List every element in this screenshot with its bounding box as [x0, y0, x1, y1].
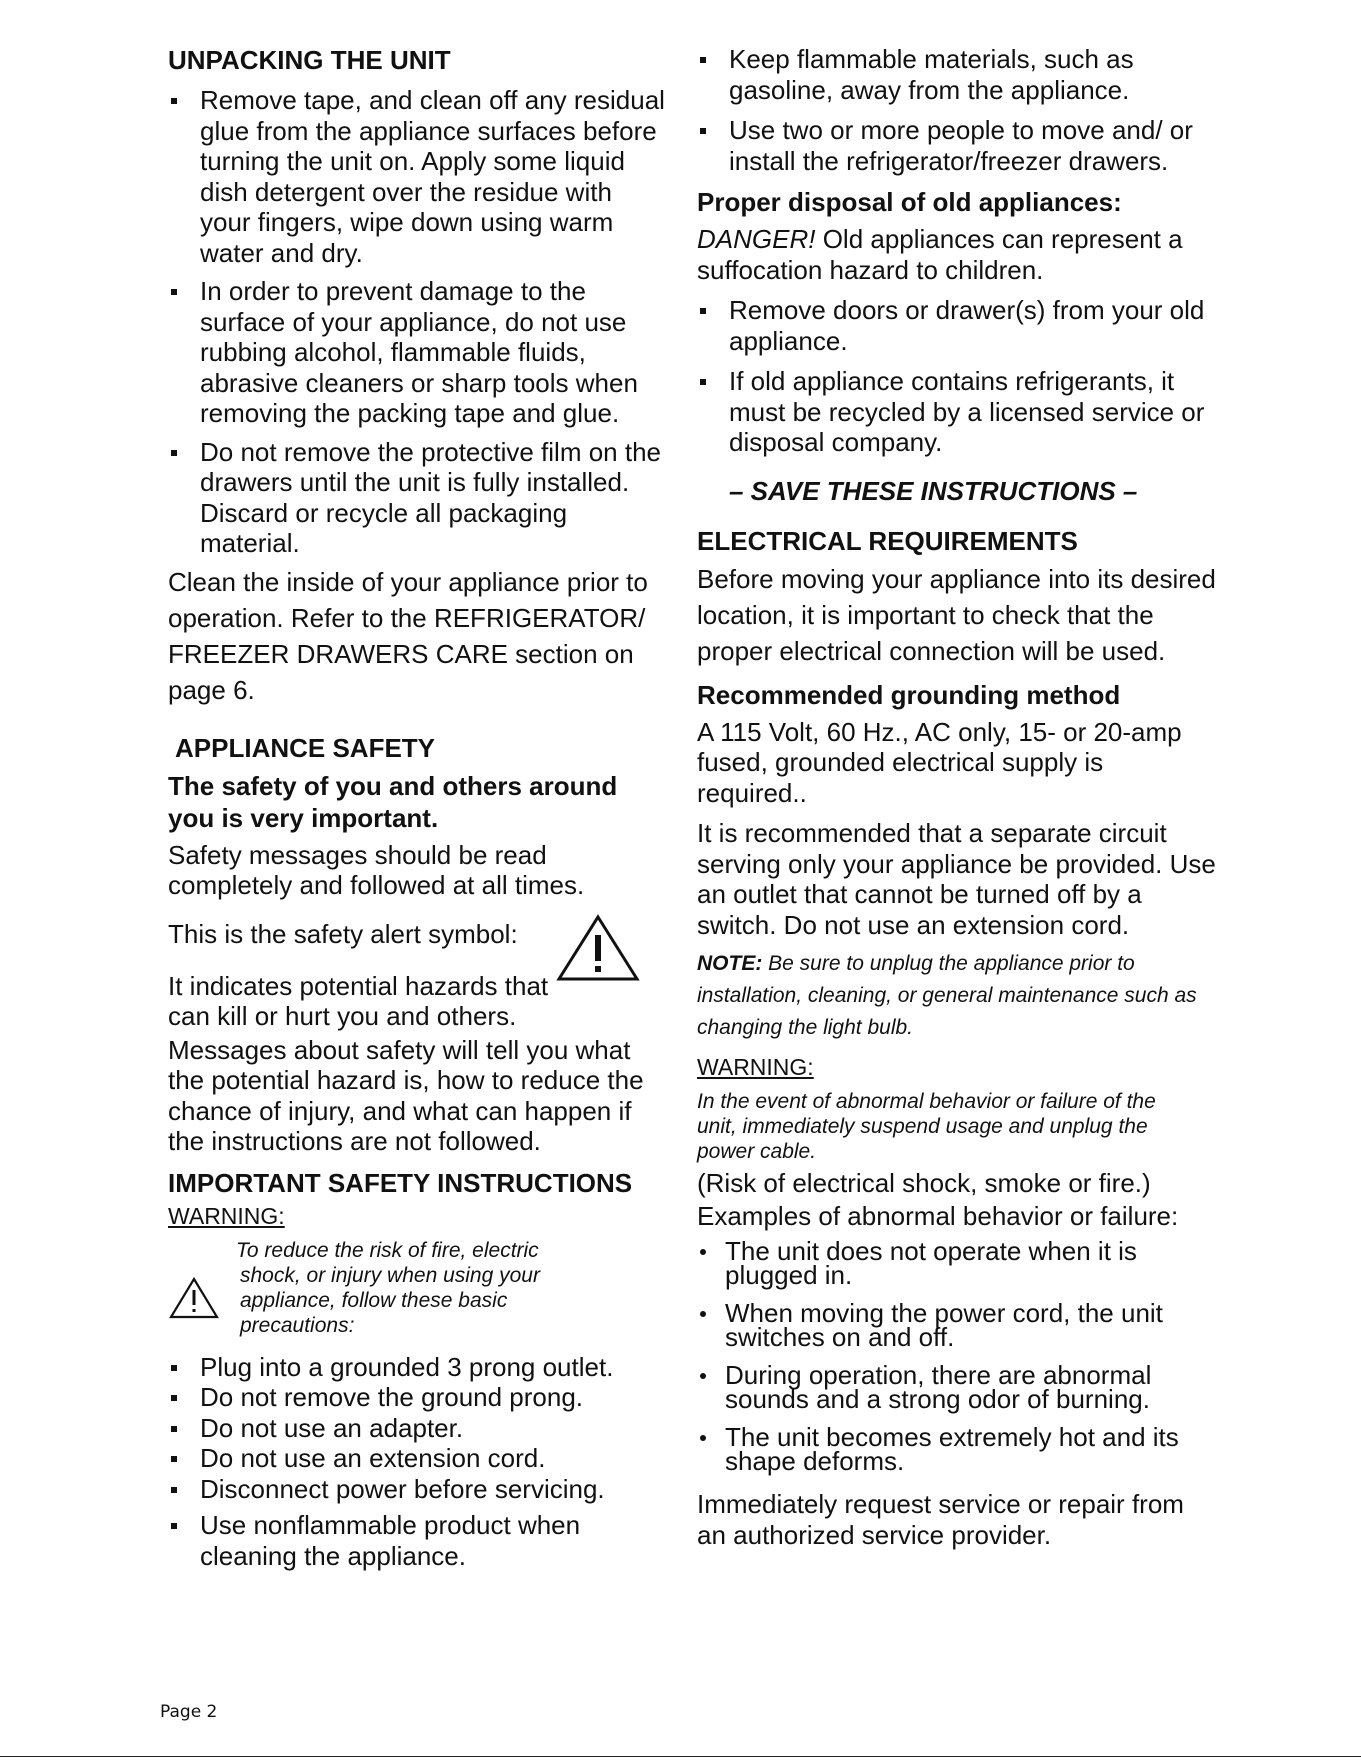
grounding-title: Recommended grounding method [697, 679, 1121, 710]
appliance-safety-title: APPLIANCE SAFETY [175, 732, 436, 763]
list-item: Use nonflammable product when cleaning the appliance. [168, 1510, 600, 1571]
final-paragraph: Immediately request service or repair from an authorized service provider. [697, 1489, 1184, 1550]
list-item: The unit does not operate when it is plugged in. [697, 1239, 1155, 1287]
bottom-rule [0, 1756, 1361, 1757]
list-item: When moving the power cord, the unit switches on and off. [697, 1301, 1185, 1349]
list-item: If old appliance contains refrigerants, it must be recycled by a licensed service or disposal company. [697, 366, 1217, 458]
unpacking-title: UNPACKING THE UNIT [168, 45, 451, 75]
list-item: During operation, there are abnormal sounds and a strong odor of burning. [697, 1363, 1185, 1411]
list-item: The unit becomes extremely hot and its shape deforms. [697, 1425, 1195, 1473]
safety-messages-paragraph: Safety messages should be read completely and followed at all times. [168, 839, 585, 900]
note-text: Be sure to unplug the appliance prior to installation, cleaning, or general maintenance such as changing the light bulb. [697, 952, 1197, 1039]
page-number: Page 2 [160, 1702, 218, 1722]
danger-text: Old appliances can represent a suffocation hazard to children. [697, 224, 1183, 285]
circuit-paragraph: It is recommended that a separate circuit serving only your appliance be provided. Use an outlet that cannot be turned off by a switch. Do not use an extension cord. [697, 818, 1216, 940]
note-label: NOTE: [697, 952, 763, 975]
important-safety-title: IMPORTANT SAFETY INSTRUCTIONS [168, 1167, 633, 1198]
danger-paragraph [697, 224, 1217, 285]
right-column [697, 44, 1217, 1550]
precautions-list [168, 1352, 668, 1572]
grounding-paragraph: A 115 Volt, 60 Hz., AC only, 15- or 20-amp fused, grounded electrical supply is required.. [697, 716, 1182, 808]
list-item: Plug into a grounded 3 prong outlet. [168, 1352, 668, 1383]
disposal-title: Proper disposal of old appliances: [697, 187, 1122, 217]
symbol-line: This is the safety alert symbol: [168, 918, 518, 949]
electrical-paragraph: Before moving your appliance into its desired location, it is important to check that the proper electrical connection will be used. [697, 563, 1216, 666]
list-item: Do not use an extension cord. [168, 1443, 668, 1474]
save-instructions-line: – SAVE THESE INSTRUCTIONS – [729, 475, 1138, 506]
safety-symbol-block [168, 913, 668, 1031]
left-column [168, 44, 668, 1571]
warning-text: To reduce the risk of fire, electric shock, or injury when using your appliance, follow these basic precautions: [236, 1238, 540, 1337]
danger-label: DANGER! [697, 224, 816, 254]
list-item: Do not remove the ground prong. [168, 1382, 668, 1413]
list-item: Remove doors or drawer(s) from your old appliance. [697, 295, 1217, 356]
list-item: Do not use an adapter. [168, 1413, 668, 1444]
safety-subtitle: The safety of you and others around you is very important. [168, 770, 618, 833]
warning-label: WARNING: [168, 1202, 285, 1229]
warning-label-right: WARNING: [697, 1054, 814, 1080]
list-item: Remove tape, and clean off any residual glue from the appliance surfaces before turning the unit on. Apply some liquid dish detergent over the residue with your fingers, wipe down using warm water and dry. [168, 85, 668, 268]
warning-triangle-small-icon [168, 1276, 220, 1320]
indicates-line: It indicates potential hazards that can kill or hurt you and others. [168, 970, 549, 1031]
warning-block [168, 1238, 668, 1346]
note-paragraph [697, 948, 1217, 1044]
examples-line: Examples of abnormal behavior or failure: [697, 1200, 1179, 1231]
list-item: In order to prevent damage to the surface of your appliance, do not use rubbing alcohol, flammable fluids, abrasive cleaners or sharp tools when removing the packing tape and glue. [168, 276, 668, 429]
list-item: Use two or more people to move and/ or install the refrigerator/freezer drawers. [697, 115, 1217, 176]
risk-line: (Risk of electrical shock, smoke or fire.) [697, 1168, 1151, 1198]
electrical-title: ELECTRICAL REQUIREMENTS [697, 525, 1078, 556]
abnormal-list [697, 1236, 1217, 1476]
warning-text-right: In the event of abnormal behavior or failure of the unit, immediately suspend usage and unplug the power cable. [697, 1090, 1156, 1163]
unpacking-list [168, 85, 668, 559]
list-item: Keep flammable materials, such as gasoline, away from the appliance. [697, 44, 1217, 105]
top-list [697, 44, 1217, 176]
list-item: Disconnect power before servicing. [168, 1474, 668, 1505]
list-item: Do not remove the protective film on the drawers until the unit is fully installed. Discard or recycle all packaging material. [168, 437, 668, 559]
clean-paragraph: Clean the inside of your appliance prior to operation. Refer to the REFRIGERATOR/ FREEZER DRAWERS CARE section on page 6. [168, 566, 648, 705]
messages-paragraph: Messages about safety will tell you what the potential hazard is, how to reduce the chance of injury, and what can happen if the instructions are not followed. [168, 1034, 644, 1156]
disposal-list [697, 295, 1217, 458]
